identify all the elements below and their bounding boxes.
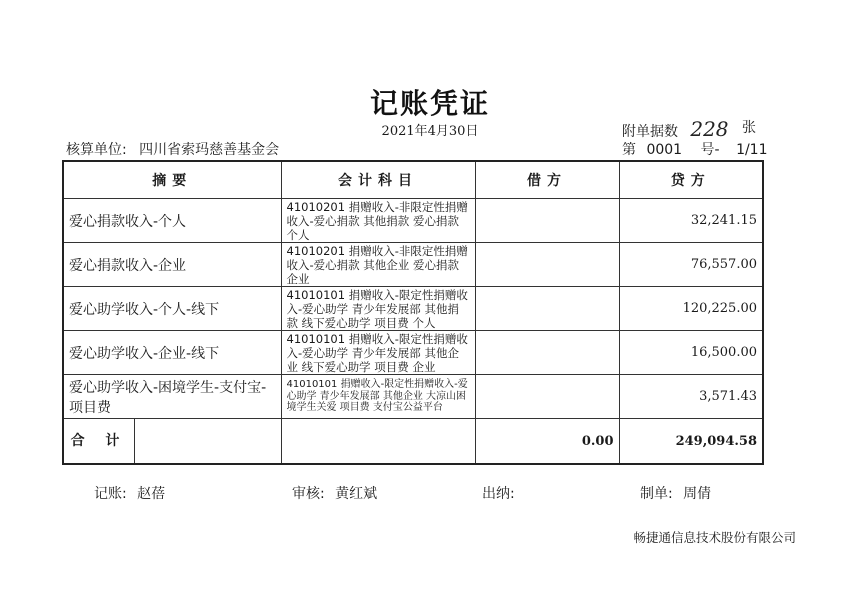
row-debit — [475, 243, 619, 287]
row-summary: 爱心捐款收入-企业 — [63, 243, 281, 287]
row-summary: 爱心助学收入-困境学生-支付宝-项目费 — [63, 375, 281, 419]
table-row — [63, 199, 763, 243]
row-summary: 爱心助学收入-企业-线下 — [63, 331, 281, 375]
total-debit: 0.00 — [475, 419, 619, 465]
table-row — [63, 243, 763, 287]
total-label-text: 合 计 — [64, 419, 135, 463]
row-credit: 120,225.00 — [619, 287, 763, 331]
col-account: 会计科目 — [281, 161, 475, 199]
reviewer-signature — [292, 483, 377, 503]
reviewer-label: 审核: — [292, 486, 325, 502]
table-row — [63, 331, 763, 375]
row-account: 41010201 捐赠收入-非限定性捐赠收入-爱心捐款 其他捐款 爱心捐款 个人 — [281, 199, 475, 243]
row-account: 41010101 捐赠收入-限定性捐赠收入-爱心助学 青少年发展部 其他企业 线下爱心助学 项目费 企业 — [281, 331, 475, 375]
row-credit: 76,557.00 — [619, 243, 763, 287]
bookkeeper-label: 记账: — [94, 486, 127, 502]
row-credit: 16,500.00 — [619, 331, 763, 375]
row-debit — [475, 375, 619, 419]
cashier-signature — [482, 483, 521, 503]
reviewer-name: 黄红斌 — [335, 486, 378, 502]
voucher-title: 记账凭证 — [369, 87, 490, 120]
table-row — [63, 375, 763, 419]
preparer-name: 周倩 — [683, 486, 712, 502]
row-summary: 爱心捐款收入-个人 — [63, 199, 281, 243]
attachment-label: 附单据数 — [622, 124, 678, 140]
voucher-no: 0001 — [646, 142, 683, 158]
table-header — [63, 161, 763, 199]
bookkeeper-signature — [94, 483, 165, 503]
row-credit: 32,241.15 — [619, 199, 763, 243]
total-credit: 249,094.58 — [619, 419, 763, 465]
attachment-unit: 张 — [742, 120, 756, 136]
software-company: 畅捷通信息技术股份有限公司 — [633, 530, 796, 545]
voucher-page: 1/11 — [736, 142, 768, 158]
preparer-label: 制单: — [640, 486, 673, 502]
accounting-unit-label: 核算单位: — [66, 142, 127, 158]
row-debit — [475, 287, 619, 331]
cashier-label: 出纳: — [482, 486, 515, 502]
row-credit: 3,571.43 — [619, 375, 763, 419]
preparer-signature — [640, 483, 711, 503]
col-debit: 借方 — [475, 161, 619, 199]
total-row — [63, 419, 763, 465]
total-account-empty — [281, 419, 475, 465]
attachment-count — [622, 117, 756, 141]
table-row — [63, 287, 763, 331]
col-credit: 贷方 — [619, 161, 763, 199]
accounting-unit — [66, 139, 279, 159]
accounting-unit-name: 四川省索玛慈善基金会 — [139, 142, 280, 158]
bookkeeper-name: 赵蓓 — [137, 486, 166, 502]
col-summary: 摘要 — [63, 161, 281, 199]
voucher-number — [622, 139, 774, 159]
voucher-table — [62, 160, 764, 465]
attachment-number: 228 — [690, 117, 729, 141]
voucher-prefix: 第 — [622, 142, 636, 158]
row-debit — [475, 199, 619, 243]
row-debit — [475, 331, 619, 375]
row-account: 41010101 捐赠收入-限定性捐赠收入-爱心助学 青少年发展部 其他企业 大凉山困境学生关爱 项目费 支付宝公益平台 — [281, 375, 475, 419]
row-account: 41010201 捐赠收入-非限定性捐赠收入-爱心捐款 其他企业 爱心捐款 企业 — [281, 243, 475, 287]
voucher-date: 2021年4月30日 — [381, 124, 479, 139]
voucher-suffix: 号- — [700, 142, 720, 158]
total-label — [63, 419, 281, 465]
row-summary: 爱心助学收入-个人-线下 — [63, 287, 281, 331]
row-account: 41010101 捐赠收入-限定性捐赠收入-爱心助学 青少年发展部 其他捐款 线下爱心助学 项目费 个人 — [281, 287, 475, 331]
